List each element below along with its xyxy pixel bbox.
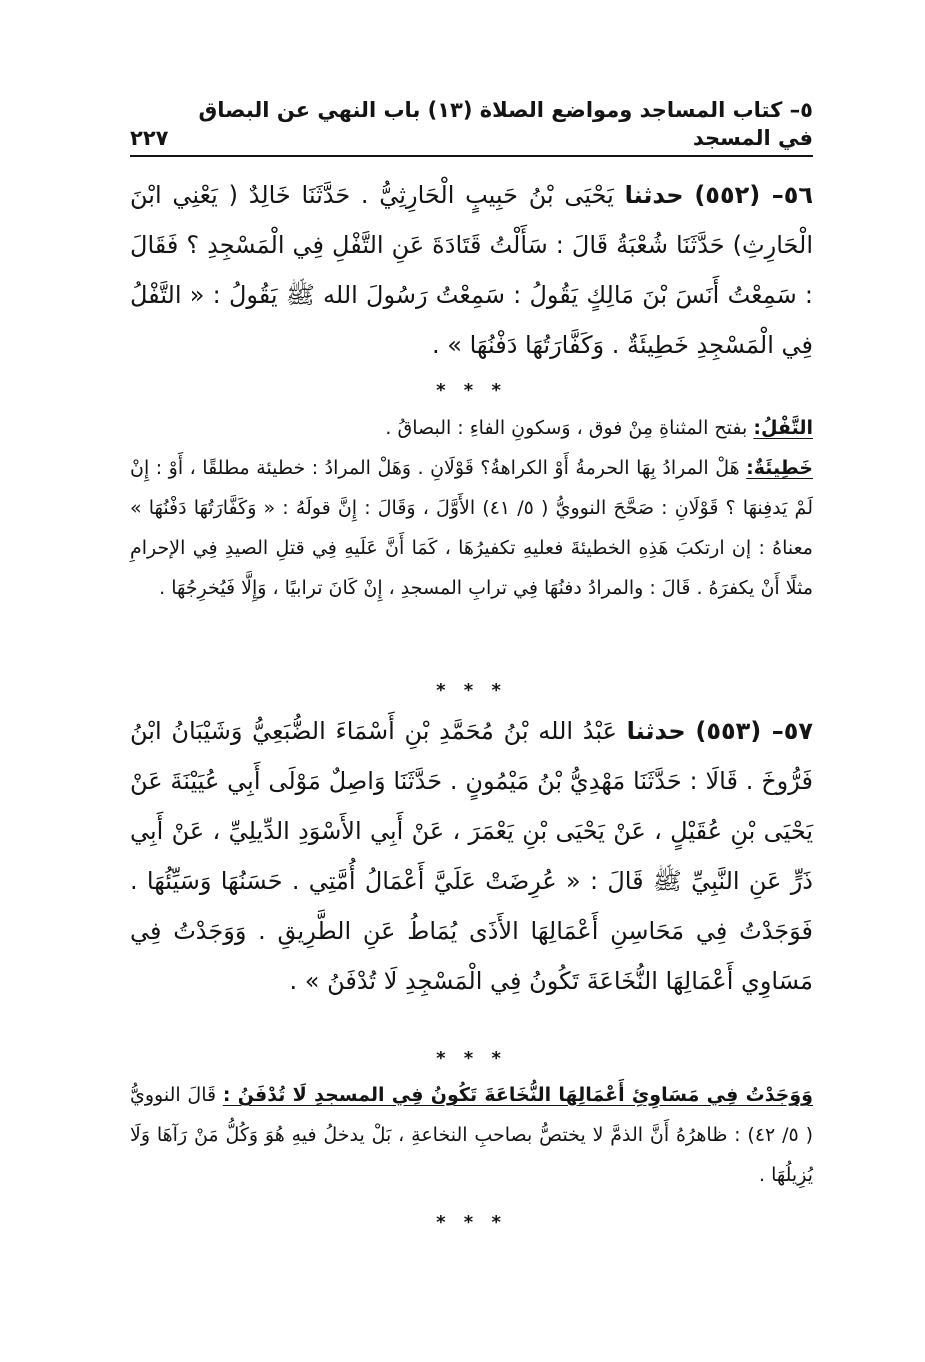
commentary-term: وَوَجَدْتُ فِي مَسَاوِئِ أَعْمَالِهَا النُّخَاعَةَ تَكُونُ فِي المسجدِ لَا تُدْفَنُ : xyxy=(222,1084,813,1106)
hadith-text: عَبْدُ الله بْنُ مُحَمَّدِ بْنِ أَسْمَاءَ الضُّبَعِيُّ وَشَيْبَانُ ابْنُ فَرُّوخَ . قَالَا : حَدَّثَنَا مَهْدِيُّ بْنُ مَيْمُونٍ . حَدَّثَنَا وَاصِلٌ مَوْلَى أَبِي عُيَيْنَةَ عَنْ يَحْيَى بْنِ عُقَيْلٍ ، عَنْ يَحْيَى بْنِ يَعْمَرَ ، عَنْ أَبِي الأَسْوَدِ الدِّيلِيِّ ، عَنْ أَبِي ذَرٍّ عَنِ النَّبِيِّ ﷺ قَالَ : « عُرِضَتْ عَلَيَّ أَعْمَالُ أُمَّتِي . حَسَنُهَا وَسَيِّئُهَا . فَوَجَدْتُ فِي مَحَاسِنِ أَعْمَالِهَا الأَذَى يُمَاطُ عَنِ الطَّرِيقِ . وَوَجَدْتُ فِي مَسَاوِي أَعْمَالِهَا النُّخَاعَةَ تَكُونُ فِي الْمَسْجِدِ لَا تُدْفَنُ » . xyxy=(130,717,813,995)
commentary-term: التَّفْلُ: xyxy=(753,417,813,439)
page-number: ٢٢٧ xyxy=(130,125,169,150)
hadith-text: يَحْيَى بْنُ حَبِيبٍ الْحَارِثِيُّ . حَدَّثَنَا خَالِدٌ ( يَعْنِي ابْنَ الْحَارِثِ) حَدَّثَنَا شُعْبَةُ قَالَ : سَأَلْتُ قَتَادَةَ عَنِ التَّفْلِ فِي الْمَسْجِدِ ؟ فَقَالَ : سَمِعْتُ أَنَسَ بْنَ مَالِكٍ يَقُولُ : سَمِعْتُ رَسُولَ الله ﷺ يَقُولُ : « التَّفْلُ فِي الْمَسْجِدِ خَطِيئَةٌ . وَكَفَّارَتُهَا دَفْنُهَا » . xyxy=(130,181,813,359)
commentary-text: بفتح المثناةِ مِنْ فوق ، وَسكونِ الفاءِ : البصاقُ . xyxy=(385,417,748,439)
commentary-56 xyxy=(130,408,813,608)
hadith-number: ٥٦– (٥٥٢) xyxy=(694,181,813,209)
hadith-number: ٥٧– (٥٥٣) xyxy=(695,717,813,745)
commentary-text: هَلْ المرادُ بِهَا الحرمةُ أَوْ الكراهةُ؟ قَوْلَانِ . وَهَلْ المرادُ : خطيئة مطلقًا ، أَوْ : إِنْ لَمْ يَدفِنهَا ؟ قَوْلَانِ : صَحَّحَ النوويُّ ( ٥/ ٤١) الأَوَّلَ ، وَقَالَ : إِنَّ قولَهُ : « وَكَفَّارَتُهَا دَفْنُهَا » معناهُ : إن ارتكبَ هَذِهِ الخطيئةَ فعليهِ تكفيرُهَا ، كَمَا أَنَّ عَلَيهِ فِي قتلِ الصيدِ فِي الإحرامِ مثلًا أَنْ يكفرَهُ . قَالَ : والمرادُ دفنُهَا فِي ترابِ المسجدِ ، إِنْ كَانَ ترابيًا ، وَإِلَّا فَيُخرِجُهَا . xyxy=(130,457,813,599)
section-separator: * * * xyxy=(436,680,507,701)
commentary-entry xyxy=(130,448,813,608)
hadith-57 xyxy=(130,706,813,1006)
commentary-entry xyxy=(130,408,813,448)
header-title: ٥– كتاب المساجد ومواضع الصلاة (١٣) باب النهي عن البصاق في المسجد xyxy=(198,98,813,150)
hadith-56 xyxy=(130,170,813,370)
commentary-term: خَطِيئَةٌ: xyxy=(746,457,813,479)
header-rule xyxy=(130,155,813,157)
section-separator: * * * xyxy=(436,1048,507,1069)
commentary-57 xyxy=(130,1075,813,1195)
commentary-text: قَالَ النوويُّ ( ٥/ ٤٢) : ظاهرُهُ أَنَّ الذمَّ لا يختصُّ بصاحبِ النخاعةِ ، بَلْ يدخلُ فيهِ هُوَ وَكُلُّ مَنْ رَآهَا وَلَا يُزِيلُهَا . xyxy=(130,1084,813,1186)
hadith-lead: حدثنا xyxy=(626,717,686,745)
section-separator: * * * xyxy=(436,380,507,401)
running-header xyxy=(130,98,813,152)
section-separator: * * * xyxy=(436,1212,507,1233)
hadith-lead: حدثنا xyxy=(624,181,684,209)
